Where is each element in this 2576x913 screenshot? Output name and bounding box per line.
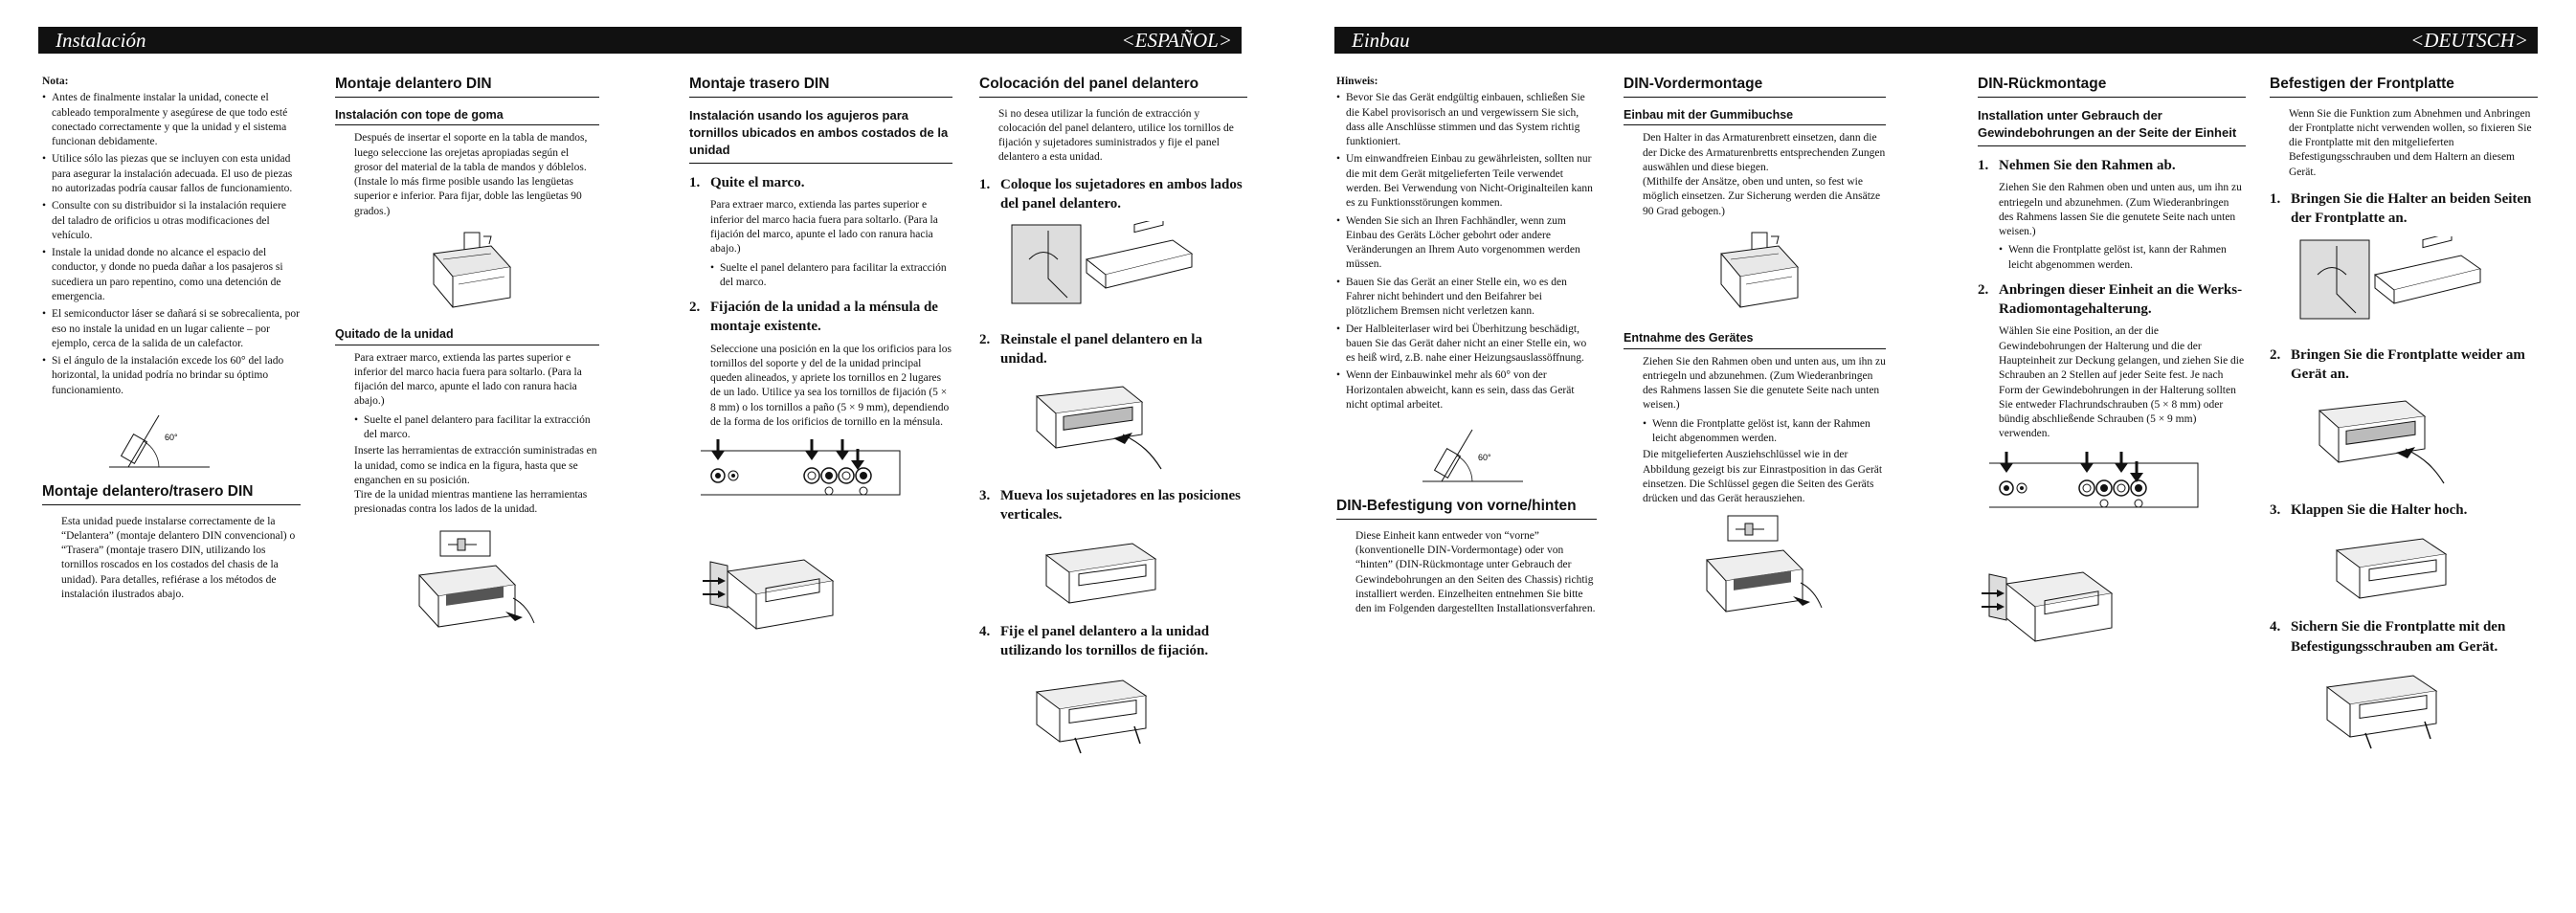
angle-label: 60° (165, 432, 178, 442)
step-heading (2270, 617, 2538, 657)
header-language: <DEUTSCH> (2410, 29, 2528, 52)
note-item: • Si el ángulo de la instalación excede los 60° del lado horizontal, la unidad podría no brindar su óptimo funcionamiento. (42, 354, 301, 398)
step-heading (979, 175, 1247, 214)
note-item: • Consulte con su distribuidor si la instalación requiere del taladro de orificios u otras modificaciones del vehículo. (42, 199, 301, 243)
section-text: Esta unidad puede instalarse correctamente de la “Delantera” (montaje delantero DIN convencional) o “Trasera” (montaje trasero DIN, utilizando los tornillos roscados en los costados del chasis de la unidad). Para detalles, refiérase a los métodos de instalación ilustrados abajo. (61, 515, 296, 600)
note-item: • Utilice sólo las piezas que se incluyen con esta unidad para asegurar la instalación adecuada. El uso de piezas no autorizadas podría causar fallos de funcionamiento. (42, 152, 301, 196)
paragraph: Den Halter in das Armaturenbrett einsetzen, dann die der Dicke des Armaturenbretts entsprechenden Zungen auswählen und diese biegen. (Mithilfe der Ansätze, oben und unten, so fest wie möglich einsetzen. Zur Sicherung werden die Ansätze 90 Grad gebogen.) (1643, 132, 1886, 217)
paragraph: Para extraer marco, extienda las partes superior e inferior del marco hacia fuera para soltarlo. (Para la fijación del marco, apunte el lado con ranura hacia abajo.) (710, 199, 938, 256)
paragraph: Ziehen Sie den Rahmen oben und unten aus, um ihn zu entriegeln und abzunehmen. (Zum Wiederanbringen des Rahmens lassen Sie die genutete Seite nach unten weisen.) (1643, 355, 1886, 412)
paragraph: Wählen Sie eine Position, an der die Gewindebohrungen der Halterung und die der Haupteinheit zur Deckung gelangen, und ziehen Sie die Schrauben an 2 Stellen auf jeder Seite fest. Je nach Form der Gewindebohrungen in der Halterung sollten Sie entweder Flachrundschrauben (5 × 8 mm) oder bündig abschließende Schrauben (5 × 9 mm) verwenden. (1999, 325, 2245, 440)
step-title: Coloque los sujetadores en ambos lados del panel delantero. (1000, 176, 1243, 212)
paragraph: Ziehen Sie den Rahmen oben und unten aus, um ihn zu entriegeln und abzunehmen. (Zum Wiederanbringen des Rahmens lassen Sie die genutete Seite nach unten weisen.) (1999, 182, 2242, 238)
rear-mount-figure (699, 533, 952, 638)
header-title: Instalación (56, 29, 146, 52)
angle-label: 60° (1478, 453, 1491, 463)
step-figure (2327, 527, 2538, 604)
step-heading (1978, 280, 2246, 320)
step-figure (1018, 669, 1247, 761)
bullet-item: • Wenn die Frontplatte gelöst ist, kann der Rahmen leicht abgenommen werden. (1643, 417, 1886, 447)
column-front-panel (2270, 75, 2538, 756)
section-title: Colocación del panel delantero (979, 75, 1247, 98)
note-item: • Instale la unidad donde no alcance el espacio del conductor, y donde no pueda dañar a los pasajeros si sucediera un paro repentino, como una detención de emergencia. (42, 246, 301, 304)
header-bar (38, 27, 1242, 54)
subhead: Instalación usando los agujeros para tornillos ubicados en ambos costados de la unidad (689, 107, 952, 165)
paragraph: Inserte las herramientas de extracción suministradas en la unidad, como se indica en la figura, hasta que se enganchen en su posición. Tire de la unidad mientras mantiene las herramientas presionadas contra los lados de la unidad. (354, 445, 597, 516)
step-figure (1037, 532, 1247, 609)
note-item: • El semiconductor láser se dañará si se sobrecalienta, por eso no instale la unidad en un lugar caliente – por ejemplo, cerca de la salida de un calefactor. (42, 307, 301, 351)
step-heading (2270, 501, 2538, 520)
subsection-title: Quitado de la unidad (335, 326, 599, 345)
column-din-front (1624, 75, 1886, 625)
step-figure (2308, 664, 2538, 756)
step-title: Anbringen dieser Einheit an die Werks-Radiomontagehalterung. (1999, 281, 2243, 318)
step-heading (689, 173, 952, 192)
header-title: Einbau (1352, 29, 1410, 52)
notes-list (42, 91, 301, 398)
note-item: • Der Halbleiterlaser wird bei Überhitzung beschädigt, bauen Sie das Gerät daher nicht an einer Stelle ein, wo es heiß wird, z.B. nahe einer Heizungsauslassöffnung. (1336, 323, 1597, 367)
subsection-title: Instalación con tope de goma (335, 107, 599, 126)
rear-mount-figure (1978, 546, 2246, 651)
angle-diagram (100, 408, 301, 475)
note-item: • Wenn der Einbauwinkel mehr als 60° von der Horizontalen abweicht, kann es sein, dass das Gerät nicht optimal arbeitet. (1336, 368, 1597, 412)
column-front-panel (979, 75, 1247, 761)
page-german (1288, 0, 2576, 913)
subhead: Installation unter Gebrauch der Gewindebohrungen an der Seite der Einheit (1978, 107, 2246, 146)
section-text: Diese Einheit kann entweder von “vorne” (konventionelle DIN-Vordermontage) oder von “hinten” (DIN-Rückmontage unter Gebrauch der Gewindebohrungen an den Seiten des Chassis) richtig installiert werden. Einzelheiten entnehmen Sie bitte den im Folgenden dargestellten Installationsverfahren. (1355, 529, 1596, 615)
column-din-front (335, 75, 599, 640)
section-title: Montaje trasero DIN (689, 75, 952, 98)
bullet-item: • Wenn die Frontplatte gelöst ist, kann der Rahmen leicht abgenommen werden. (1999, 243, 2246, 273)
step-number: 3. (979, 487, 991, 503)
section-title: Montaje delantero/trasero DIN (42, 482, 301, 505)
step-title: Nehmen Sie den Rahmen ab. (1999, 157, 2176, 173)
step-number: 1. (2270, 191, 2281, 208)
step-title: Sichern Sie die Frontplatte mit den Befestigungsschrauben am Gerät. (2291, 619, 2506, 655)
note-item: • Bauen Sie das Gerät an einer Stelle ein, wo es den Fahrer nicht behindert und den Beifahrer bei plötzlichem Bremsen nicht verletzen kann. (1336, 276, 1597, 320)
note-item: • Um einwandfreien Einbau zu gewährleisten, sollten nur die mit dem Gerät mitgelieferten Teile verwendet werden. Bei Verwendung von Nicht-Originalteilen kann es zu Funktionsstörungen kommen. (1336, 152, 1597, 211)
step-title: Mueva los sujetadores en las posiciones verticales. (1000, 487, 1241, 523)
column-notes (1336, 75, 1597, 620)
step-title: Bringen Sie die Frontplatte weider am Gerät an. (2291, 346, 2525, 382)
column-din-rear (1978, 75, 2246, 651)
step-figure (1018, 377, 1247, 473)
step-figure (2298, 236, 2538, 332)
step-title: Quite el marco. (710, 175, 805, 191)
note-item: • Bevor Sie das Gerät endgültig einbauen, schließen Sie die Kabel provisorisch an und vergewissern Sie sich, dass alle Anschlüsse stimmen und das System richtig funktioniert. (1336, 91, 1597, 149)
column-notes (42, 75, 301, 606)
step-number: 2. (689, 300, 701, 316)
step-title: Fijación de la unidad a la ménsula de montaje existente. (710, 300, 938, 335)
step-heading (979, 622, 1247, 661)
bracket-holes-figure (699, 437, 952, 523)
step-heading (2270, 345, 2538, 385)
step-heading (979, 330, 1247, 369)
note-title: Hinweis: (1336, 76, 1378, 87)
notes-list (1336, 91, 1597, 412)
removal-figure (1624, 512, 1886, 617)
step-number: 4. (2270, 619, 2281, 635)
sleeve-figure (1624, 225, 1886, 317)
step-number: 1. (979, 176, 991, 192)
paragraph: Para extraer marco, extienda las partes superior e inferior del marco hacia fuera para soltarlo. (Para la fijación del marco, apunte el lado con ranura hacia abajo.) (354, 351, 582, 408)
paragraph: Después de insertar el soporte en la tabla de mandos, luego seleccione las orejetas apropiadas según el grosor del material de la tabla de mandos y dóblelos. (Instale lo más firme posible usando las lengüetas superior e inferior. Para fijar, doble las lengüetas 90 grados.) (354, 132, 588, 217)
step-heading (1978, 156, 2246, 175)
bracket-holes-figure (1987, 450, 2246, 536)
step-number: 1. (689, 175, 701, 191)
sleeve-figure (335, 225, 599, 317)
subsection-title: Entnahme des Gerätes (1624, 330, 1886, 349)
bullet-item: • Suelte el panel delantero para facilitar la extracción del marco. (710, 261, 952, 291)
removal-figure (335, 527, 599, 633)
note-item: • Antes de finalmente instalar la unidad, conecte el cableado temporalmente y asegúrese de que todo esté conectado correctamente y que la unidad y el sistema funcionan debidamente. (42, 91, 301, 149)
step-heading (2270, 189, 2538, 229)
step-figure (2300, 391, 2538, 487)
paragraph: Seleccione una posición en la que los orificios para los tornillos del soporte y del de la unidad principal queden alineados, y apriete los tornillos en 2 lugares de un lado. Utilice ya sea los tornillos de fijación (5 × 8 mm) o los tornillos a paño (5 × 9 mm), dependiendo de la forma de los orificios de tornillo en la ménsula. (710, 343, 952, 429)
header-language: <ESPAÑOL> (1121, 29, 1232, 52)
section-title: DIN-Vordermontage (1624, 75, 1886, 98)
section-title: DIN-Befestigung von vorne/hinten (1336, 497, 1597, 520)
step-title: Bringen Sie die Halter an beiden Seiten der Frontplatte an. (2291, 191, 2532, 227)
step-number: 3. (2270, 502, 2281, 519)
step-number: 2. (979, 332, 991, 348)
section-title: Befestigen der Frontplatte (2270, 75, 2538, 98)
step-number: 2. (2270, 346, 2281, 363)
step-heading (979, 486, 1247, 525)
intro-text: Si no desea utilizar la función de extracción y colocación del panel delantero, utilice los tornillos de fijación y sujetadores suministrados y fije el panel delantero a esta unidad. (998, 107, 1234, 164)
step-title: Klappen Sie die Halter hoch. (2291, 502, 2468, 519)
step-number: 1. (1978, 157, 1989, 173)
step-number: 4. (979, 624, 991, 640)
step-heading (689, 298, 952, 337)
step-number: 2. (1978, 281, 1989, 298)
note-title: Nota: (42, 76, 69, 87)
paragraph: Die mitgelieferten Ausziehschlüssel wie in der Abbildung gezeigt bis zur Einrastposition in das Gerät einsetzen. Die Schlüssel gegen die Seiten des Geräts drücken und das Gerät herausziehen. (1643, 449, 1883, 505)
header-bar (1334, 27, 2538, 54)
section-title: Montaje delantero DIN (335, 75, 599, 98)
subsection-title: Einbau mit der Gummibuchse (1624, 107, 1886, 126)
section-title: DIN-Rückmontage (1978, 75, 2246, 98)
step-figure (1010, 221, 1247, 317)
note-item: • Wenden Sie sich an Ihren Fachhändler, wenn zum Einbau des Geräts Löcher gebohrt oder andere Veränderungen an Ihrem Auto vorgenommen werden müssen. (1336, 214, 1597, 273)
step-title: Fije el panel delantero a la unidad utilizando los tornillos de fijación. (1000, 624, 1210, 659)
step-title: Reinstale el panel delantero en la unidad. (1000, 332, 1202, 367)
intro-text: Wenn Sie die Funktion zum Abnehmen und Anbringen der Frontplatte nicht verwenden wollen, so fixieren Sie die Frontplatte mit den mitgelieferten Befestigungsschrauben und dem Haltern an diesem Gerät. (2289, 107, 2532, 178)
bullet-item: • Suelte el panel delantero para facilitar la extracción del marco. (354, 413, 599, 443)
angle-diagram (1413, 422, 1597, 489)
column-din-rear (689, 75, 952, 638)
